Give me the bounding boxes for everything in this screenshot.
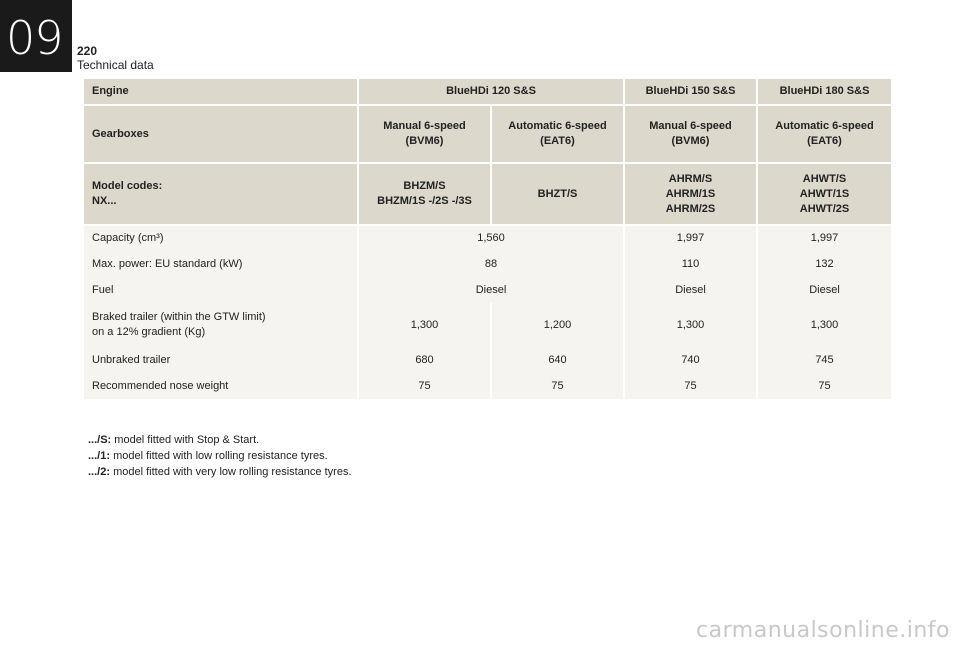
table-row	[84, 225, 891, 251]
footnote-key: .../2:	[88, 466, 111, 478]
model-codes-label	[84, 163, 358, 225]
model-code: AHWT/S	[802, 172, 847, 185]
engine-label: Engine	[84, 79, 358, 105]
watermark: carmanualsonline.info	[696, 618, 950, 643]
model-code: AHWT/2S	[799, 202, 850, 215]
cell-value: 132	[757, 251, 891, 277]
row-label-line: on a 12% gradient (Kg)	[92, 326, 206, 338]
gearbox-code: (EAT6)	[807, 135, 842, 147]
engine-name: BlueHDi 120 S&S	[358, 79, 624, 105]
cell-value: Diesel	[358, 277, 624, 303]
page-number: 220	[77, 44, 98, 58]
chapter-tab	[0, 0, 72, 72]
model-code: AHRM/2S	[665, 202, 716, 215]
table-row	[84, 347, 891, 373]
cell-value: 680	[358, 347, 491, 373]
footnote-key: .../S:	[88, 434, 112, 446]
cell-value: 75	[624, 373, 757, 399]
cell-value: Diesel	[624, 277, 757, 303]
model-code-cell	[358, 163, 491, 225]
footnote	[88, 432, 352, 448]
model-code-cell	[491, 163, 624, 225]
model-code: AHRM/1S	[665, 187, 716, 200]
cell-value: 640	[491, 347, 624, 373]
model-code: BHZM/1S -/2S -/3S	[377, 195, 472, 207]
row-label: Recommended nose weight	[84, 373, 358, 399]
row-label: Capacity (cm³)	[84, 225, 358, 251]
model-codes-label-line: Model codes:	[92, 180, 163, 192]
model-codes-label-line: NX...	[92, 195, 117, 207]
footnote-text: model fitted with low rolling resistance tyres.	[110, 450, 328, 462]
cell-value: 110	[624, 251, 757, 277]
table-row	[84, 277, 891, 303]
row-label-line: Braked trailer (within the GTW limit)	[92, 311, 266, 323]
model-codes-row	[84, 163, 891, 225]
gearbox-cell	[491, 105, 624, 163]
row-label: Fuel	[84, 277, 358, 303]
cell-value: 75	[491, 373, 624, 399]
cell-value: 1,200	[491, 303, 624, 347]
cell-value: 1,997	[624, 225, 757, 251]
table-row	[84, 373, 891, 399]
row-label	[84, 303, 358, 347]
gearbox-row	[84, 105, 891, 163]
cell-value: 1,997	[757, 225, 891, 251]
row-label: Unbraked trailer	[84, 347, 358, 373]
model-code: AHWT/1S	[799, 187, 850, 200]
cell-value: 1,300	[757, 303, 891, 347]
gearbox-code: (EAT6)	[540, 135, 575, 147]
footnote-text: model fitted with Stop & Start.	[111, 434, 260, 446]
gearbox-type: Manual 6-speed	[649, 120, 732, 132]
cell-value: 75	[757, 373, 891, 399]
footnotes	[88, 432, 352, 480]
gearboxes-label: Gearboxes	[84, 105, 358, 163]
gearbox-type: Automatic 6-speed	[508, 120, 607, 132]
footnote-text: model fitted with very low rolling resistance tyres.	[110, 466, 352, 478]
cell-value: 75	[358, 373, 491, 399]
footnote-key: .../1:	[88, 450, 111, 462]
page-title: Technical data	[77, 58, 154, 72]
cell-value: 740	[624, 347, 757, 373]
engine-name: BlueHDi 180 S&S	[757, 79, 891, 105]
cell-value: 1,560	[358, 225, 624, 251]
technical-data-table	[84, 79, 891, 399]
footnote	[88, 464, 352, 480]
table-row	[84, 251, 891, 277]
footnote	[88, 448, 352, 464]
table-row	[84, 303, 891, 347]
model-code: BHZT/S	[537, 187, 578, 200]
gearbox-code: (BVM6)	[671, 135, 710, 147]
engine-name: BlueHDi 150 S&S	[624, 79, 757, 105]
cell-value: 745	[757, 347, 891, 373]
cell-value: 88	[358, 251, 624, 277]
model-code-cell	[757, 163, 891, 225]
gearbox-type: Automatic 6-speed	[775, 120, 874, 132]
gearbox-cell	[358, 105, 491, 163]
gearbox-cell	[624, 105, 757, 163]
engine-row	[84, 79, 891, 105]
row-label: Max. power: EU standard (kW)	[84, 251, 358, 277]
chapter-number: 09	[6, 11, 63, 65]
cell-value: Diesel	[757, 277, 891, 303]
gearbox-code: (BVM6)	[405, 135, 444, 147]
model-code-cell	[624, 163, 757, 225]
model-code: BHZM/S	[403, 180, 446, 192]
gearbox-type: Manual 6-speed	[383, 120, 466, 132]
cell-value: 1,300	[358, 303, 491, 347]
gearbox-cell	[757, 105, 891, 163]
cell-value: 1,300	[624, 303, 757, 347]
model-code: AHRM/S	[668, 172, 713, 185]
